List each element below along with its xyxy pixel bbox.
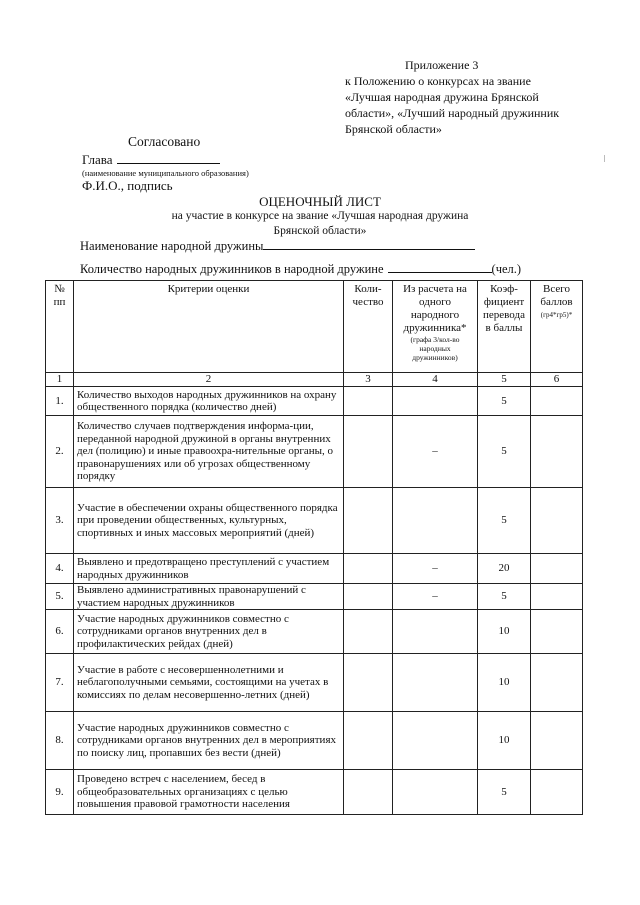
row-criterion: Количество случаев подтверждения информа-ции, переданной народной дружиной в органы внутренних дел (полицию) и иные правоохра-нительные органы, о правонарушениях или об угрозах общественному порядку: [74, 416, 344, 488]
row-per-member-cell[interactable]: [393, 770, 478, 815]
row-per-member-cell[interactable]: [393, 610, 478, 654]
table-row: [46, 610, 583, 654]
header-per-member-note: (графа 3/кол-во народных дружинников): [410, 335, 460, 362]
row-criterion: Выявлено и предотвращено преступлений с участием народных дружинников: [74, 554, 344, 584]
row-num: 7.: [46, 654, 74, 712]
row-coef: 10: [478, 654, 531, 712]
approval-heading: Согласовано: [128, 134, 201, 149]
row-total-cell[interactable]: [531, 554, 583, 584]
header-per-member-label: Из расчета на одного народного дружинника*: [403, 283, 467, 334]
appendix-line: Брянской области»: [345, 122, 442, 136]
member-count-blank[interactable]: [388, 261, 492, 273]
row-per-member-cell[interactable]: –: [393, 554, 478, 584]
header-criteria: Критерии оценки: [74, 281, 344, 373]
row-quantity-cell[interactable]: [344, 712, 393, 770]
row-coef: 5: [478, 770, 531, 815]
row-coef: 5: [478, 387, 531, 416]
row-criterion: Участие в обеспечении охраны общественного порядка при проведении общественных, культурных, спортивных и иных массовых мероприятий (дней): [74, 488, 344, 554]
appendix-line: «Лучшая народная дружина Брянской: [345, 90, 539, 104]
row-coef: 5: [478, 584, 531, 610]
header-quantity: Коли-чество: [344, 281, 393, 373]
row-coef: 5: [478, 488, 531, 554]
row-total-cell[interactable]: [531, 387, 583, 416]
appendix-title: Приложение 3: [405, 58, 479, 72]
row-total-cell[interactable]: [531, 416, 583, 488]
row-criterion: Участие народных дружинников совместно с сотрудниками органов внутренних дел в профилактических рейдах (дней): [74, 610, 344, 654]
table-row: [46, 770, 583, 815]
row-per-member-cell[interactable]: [393, 387, 478, 416]
appendix-block: [345, 57, 577, 137]
row-num: 2.: [46, 416, 74, 488]
row-quantity-cell[interactable]: [344, 584, 393, 610]
row-criterion: Выявлено административных правонарушений с участием народных дружинников: [74, 584, 344, 610]
row-num: 5.: [46, 584, 74, 610]
scan-mark: [604, 155, 605, 162]
row-quantity-cell[interactable]: [344, 387, 393, 416]
row-criterion: Участие народных дружинников совместно с сотрудниками органов внутренних дел в мероприятиях по поиску лиц, пропавших без вести (дней): [74, 712, 344, 770]
row-total-cell[interactable]: [531, 488, 583, 554]
table-row: [46, 488, 583, 554]
row-num: 9.: [46, 770, 74, 815]
appendix-line: к Положению о конкурсах на звание: [345, 74, 531, 88]
header-num: № пп: [46, 281, 74, 373]
header-total-note: (гр4*гр5)*: [540, 311, 573, 319]
col-number: 3: [344, 373, 393, 387]
table-row: [46, 554, 583, 584]
row-criterion: Участие в работе с несовершеннолетними и неблагополучными семьями, состоящими на учетах в комиссиях по делам несовершенно-летних (дней): [74, 654, 344, 712]
municipality-caption: (наименование муниципального образования): [82, 168, 249, 178]
header-coef: Коэф-фициент перевода в баллы: [478, 281, 531, 373]
head-signature-line: [82, 152, 220, 168]
row-criterion: Проведено встреч с населением, бесед в общеобразовательных организациях с целью повышения правовой грамотности населения: [74, 770, 344, 815]
row-per-member-cell[interactable]: [393, 488, 478, 554]
row-coef: 20: [478, 554, 531, 584]
row-num: 1.: [46, 387, 74, 416]
row-quantity-cell[interactable]: [344, 416, 393, 488]
row-quantity-cell[interactable]: [344, 770, 393, 815]
page-title: ОЦЕНОЧНЫЙ ЛИСТ: [259, 194, 381, 209]
member-count-label: Количество народных дружинников в народной дружине: [80, 262, 384, 276]
col-number: 4: [393, 373, 478, 387]
table-row: [46, 654, 583, 712]
row-per-member-cell[interactable]: –: [393, 584, 478, 610]
page-subtitle: на участие в конкурсе на звание «Лучшая народная дружина: [171, 210, 469, 222]
column-number-row: [46, 373, 583, 387]
druzhina-name-blank[interactable]: [263, 238, 475, 250]
row-total-cell[interactable]: [531, 584, 583, 610]
table-row: [46, 416, 583, 488]
col-number: 5: [478, 373, 531, 387]
row-total-cell[interactable]: [531, 610, 583, 654]
row-quantity-cell[interactable]: [344, 610, 393, 654]
row-num: 8.: [46, 712, 74, 770]
page-subtitle: Брянской области»: [273, 225, 367, 237]
row-num: 4.: [46, 554, 74, 584]
row-per-member-cell[interactable]: –: [393, 416, 478, 488]
header-total: [531, 281, 583, 373]
evaluation-table: [45, 280, 583, 815]
table-row: [46, 712, 583, 770]
header-per-member: [393, 281, 478, 373]
col-number: 2: [74, 373, 344, 387]
col-number: 1: [46, 373, 74, 387]
row-total-cell[interactable]: [531, 654, 583, 712]
col-number: 6: [531, 373, 583, 387]
row-coef: 5: [478, 416, 531, 488]
row-per-member-cell[interactable]: [393, 654, 478, 712]
row-num: 6.: [46, 610, 74, 654]
signature-blank[interactable]: [117, 152, 220, 164]
member-count-unit: (чел.): [491, 262, 522, 276]
druzhina-name-field: [80, 238, 475, 254]
druzhina-name-label: Наименование народной дружины: [80, 239, 264, 253]
row-num: 3.: [46, 488, 74, 554]
row-coef: 10: [478, 610, 531, 654]
row-total-cell[interactable]: [531, 770, 583, 815]
member-count-field: [80, 261, 521, 277]
row-total-cell[interactable]: [531, 712, 583, 770]
table-row: [46, 387, 583, 416]
row-quantity-cell[interactable]: [344, 488, 393, 554]
table-row: [46, 584, 583, 610]
head-label: Глава: [82, 152, 113, 167]
row-quantity-cell[interactable]: [344, 554, 393, 584]
appendix-line: области», «Лучший народный дружинник: [345, 106, 560, 120]
row-per-member-cell[interactable]: [393, 712, 478, 770]
fio-signature-label: Ф.И.О., подпись: [82, 178, 173, 193]
row-quantity-cell[interactable]: [344, 654, 393, 712]
row-coef: 10: [478, 712, 531, 770]
header-total-label: Всего баллов: [540, 283, 573, 308]
row-criterion: Количество выходов народных дружинников на охрану общественного порядка (количество дней): [74, 387, 344, 416]
